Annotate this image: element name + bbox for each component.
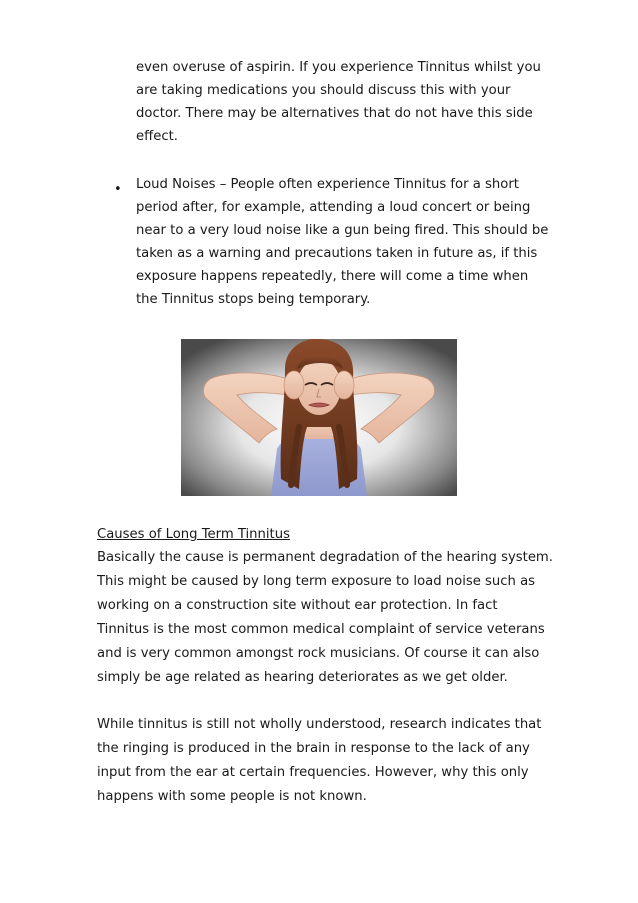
text-line: happens with some people is not known. xyxy=(97,789,367,804)
text-line: Loud Noises – People often experience Tinnitus for a short xyxy=(136,177,519,192)
text-line: This might be caused by long term exposure to load noise such as xyxy=(97,574,536,589)
text-line: even overuse of aspirin. If you experience Tinnitus whilst you xyxy=(136,60,541,75)
text-line: taken as a warning and precautions taken in future as, if this xyxy=(136,246,538,261)
text-line: and is very common amongst rock musicians. Of course it can also xyxy=(97,646,540,661)
text-line: While tinnitus is still not wholly understood, research indicates that xyxy=(97,717,542,732)
text-line: the ringing is produced in the brain in response to the lack of any xyxy=(97,741,530,756)
woman-covering-ears-illustration xyxy=(181,339,457,496)
text-line: period after, for example, attending a loud concert or being xyxy=(136,200,531,215)
text-line: doctor. There may be alternatives that do not have this side xyxy=(136,106,533,121)
text-line: exposure happens repeatedly, there will come a time when xyxy=(136,269,529,284)
text-line: are taking medications you should discuss this with your xyxy=(136,83,511,98)
bullet-marker: • xyxy=(114,182,122,197)
text-line: effect. xyxy=(136,129,178,144)
text-line: near to a very loud noise like a gun being fired. This should be xyxy=(136,223,549,238)
text-line: simply be age related as hearing deteriorates as we get older. xyxy=(97,670,508,685)
text-line: working on a construction site without ear protection. In fact xyxy=(97,598,498,613)
text-line: Basically the cause is permanent degradation of the hearing system. xyxy=(97,550,553,565)
text-line: the Tinnitus stops being temporary. xyxy=(136,292,371,307)
text-line: input from the ear at certain frequencies. However, why this only xyxy=(97,765,529,780)
section-heading: Causes of Long Term Tinnitus xyxy=(97,527,290,542)
text-line: Tinnitus is the most common medical complaint of service veterans xyxy=(97,622,545,637)
